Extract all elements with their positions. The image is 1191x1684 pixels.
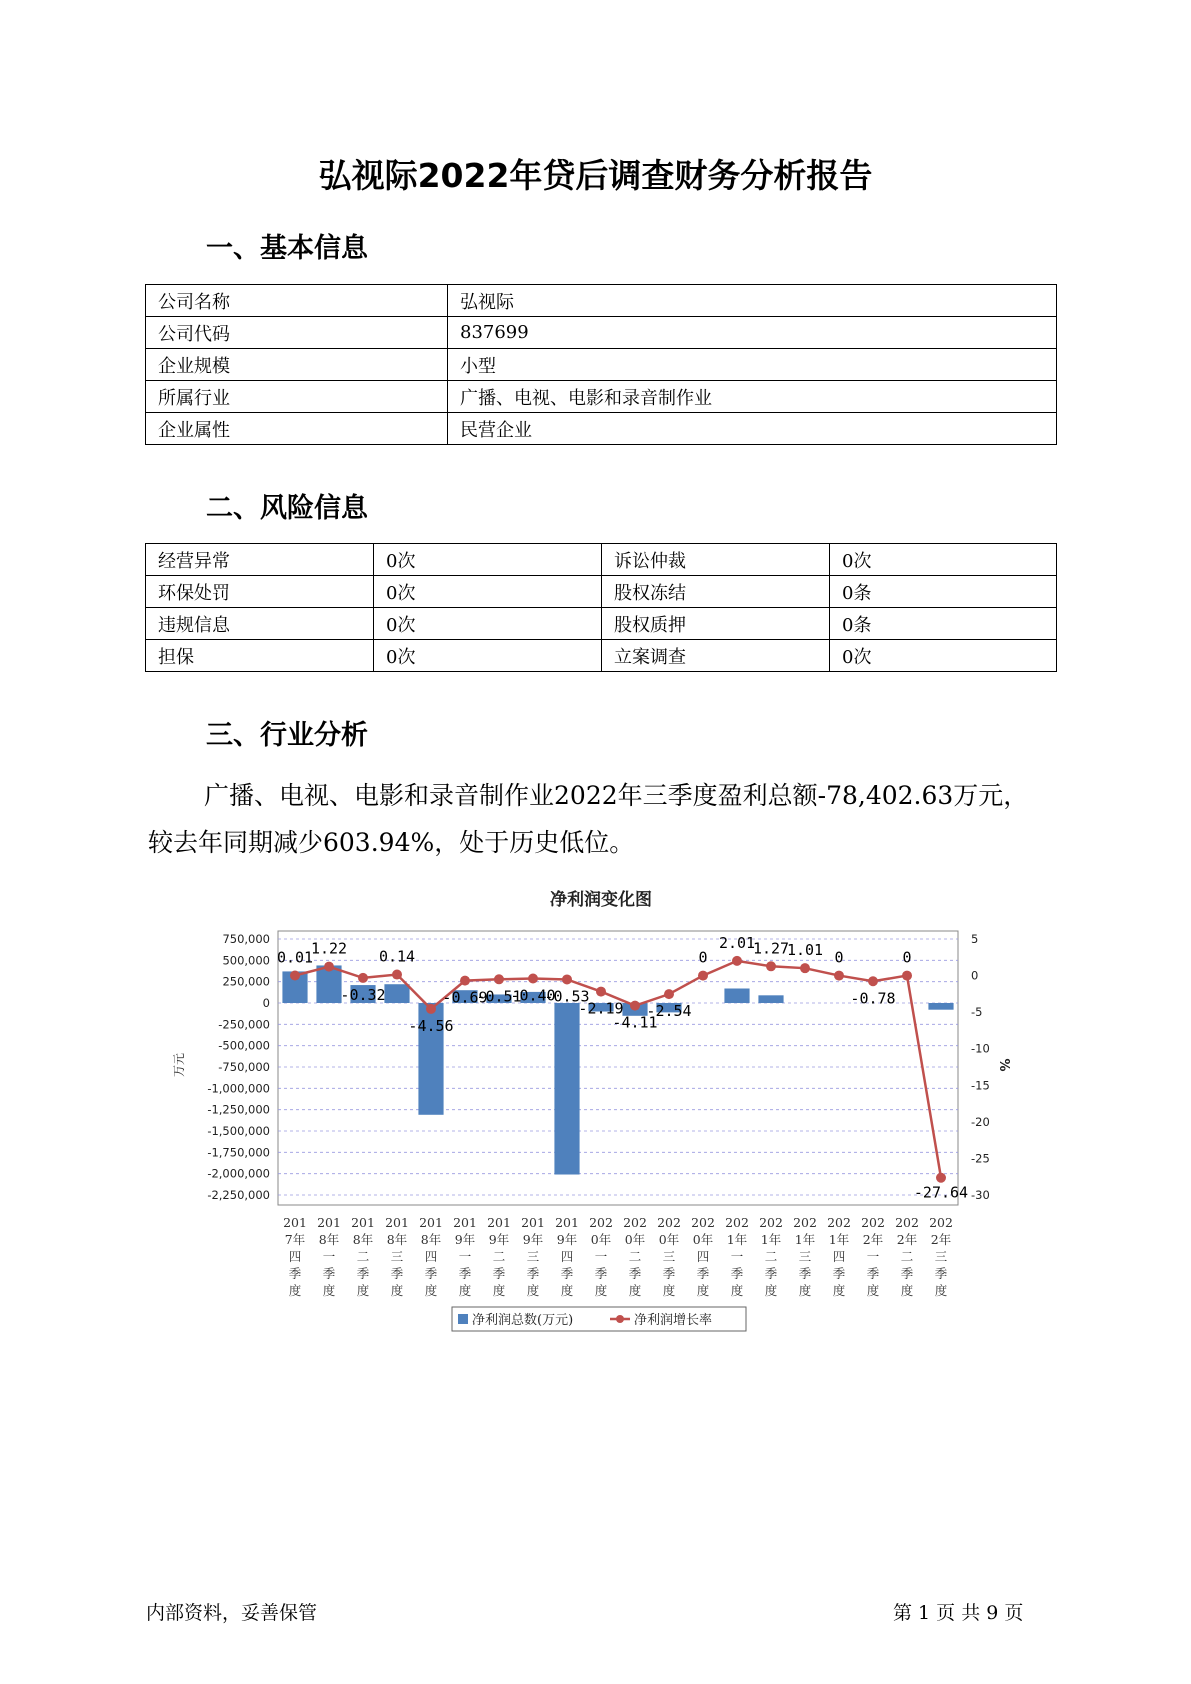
- basic-info-value: 小型: [448, 349, 1057, 381]
- x-category-label: 9年: [454, 1232, 476, 1247]
- risk-label: 担保: [146, 640, 374, 672]
- x-category-label: 7年: [284, 1232, 306, 1247]
- risk-value: 0次: [374, 608, 602, 640]
- bar: [384, 984, 409, 1003]
- x-category-label: 四: [560, 1249, 574, 1264]
- x-category-label: 季: [492, 1266, 506, 1281]
- y-left-tick-label: -1,000,000: [207, 1081, 270, 1096]
- y-left-tick-label: -500,000: [218, 1038, 270, 1053]
- x-category-label: 度: [560, 1283, 574, 1298]
- x-category-label: 201: [419, 1215, 443, 1230]
- x-category-label: 一: [594, 1249, 608, 1264]
- x-category-label: 度: [696, 1283, 710, 1298]
- x-category-label: 9年: [556, 1232, 578, 1247]
- x-category-label: 201: [317, 1215, 341, 1230]
- growth-rate-data-label: 1.27: [752, 939, 790, 958]
- basic-info-value: 837699: [448, 317, 1057, 349]
- y-right-tick-label: -5: [971, 1005, 983, 1020]
- y-right-tick-label: 0: [971, 968, 979, 983]
- x-category-label: 度: [390, 1283, 404, 1298]
- x-category-label: 度: [798, 1283, 812, 1298]
- plot-frame: [278, 931, 958, 1205]
- growth-rate-point: [664, 989, 674, 999]
- x-category-label: 季: [866, 1266, 880, 1281]
- x-category-label: 一: [458, 1249, 472, 1264]
- growth-rate-data-label: -4.11: [612, 1013, 658, 1032]
- table-row: [146, 544, 1057, 576]
- x-category-label: 1年: [726, 1232, 748, 1247]
- x-category-label: 季: [900, 1266, 914, 1281]
- growth-rate-data-label: -0.78: [850, 989, 896, 1008]
- x-category-label: 度: [526, 1283, 540, 1298]
- x-category-label: 202: [929, 1215, 953, 1230]
- x-category-label: 季: [390, 1266, 404, 1281]
- growth-rate-point: [630, 1001, 640, 1011]
- y-right-tick-label: -15: [971, 1078, 990, 1093]
- risk-label: 经营异常: [146, 544, 374, 576]
- x-category-label: 三: [526, 1249, 540, 1264]
- growth-rate-point: [290, 970, 300, 980]
- legend-label-net-profit: 净利润总数(万元): [472, 1313, 574, 1328]
- risk-label: 股权冻结: [602, 576, 830, 608]
- section-heading-basic-info: 一、基本信息: [206, 233, 368, 264]
- x-category-label: 201: [555, 1215, 579, 1230]
- risk-label: 违规信息: [146, 608, 374, 640]
- x-category-label: 202: [589, 1215, 613, 1230]
- x-category-label: 9年: [522, 1232, 544, 1247]
- x-category-label: 度: [832, 1283, 846, 1298]
- growth-rate-data-label: 1.22: [310, 939, 348, 958]
- growth-rate-data-label: -2.19: [578, 999, 624, 1018]
- x-category-label: 季: [696, 1266, 710, 1281]
- risk-value: 0次: [830, 544, 1057, 576]
- table-row: [146, 381, 1057, 413]
- x-category-label: 季: [832, 1266, 846, 1281]
- section-heading-industry-analysis: 三、行业分析: [206, 720, 368, 751]
- growth-rate-point: [902, 971, 912, 981]
- y-left-axis-label: 万元: [172, 1052, 186, 1078]
- x-category-label: 度: [662, 1283, 676, 1298]
- growth-rate-point: [494, 974, 504, 984]
- growth-rate-point: [800, 963, 810, 973]
- x-category-label: 202: [793, 1215, 817, 1230]
- risk-value: 0次: [374, 576, 602, 608]
- x-category-label: 度: [322, 1283, 336, 1298]
- growth-rate-point: [528, 973, 538, 983]
- x-category-label: 度: [900, 1283, 914, 1298]
- table-row: [146, 349, 1057, 381]
- y-right-tick-label: -25: [971, 1151, 990, 1166]
- x-category-label: 202: [623, 1215, 647, 1230]
- growth-rate-data-label: -0.32: [340, 985, 386, 1004]
- x-category-label: 度: [628, 1283, 642, 1298]
- x-category-label: 202: [861, 1215, 885, 1230]
- x-category-label: 0年: [658, 1232, 680, 1247]
- x-category-label: 度: [288, 1283, 302, 1298]
- x-category-label: 2年: [862, 1232, 884, 1247]
- x-category-label: 季: [934, 1266, 948, 1281]
- table-row: [146, 317, 1057, 349]
- x-category-label: 度: [492, 1283, 506, 1298]
- x-category-label: 度: [764, 1283, 778, 1298]
- growth-rate-point: [834, 971, 844, 981]
- growth-rate-data-label: -0.40: [510, 986, 556, 1005]
- growth-rate-point: [358, 973, 368, 983]
- legend-swatch-bar: [458, 1314, 468, 1324]
- x-category-label: 202: [725, 1215, 749, 1230]
- basic-info-label: 公司名称: [146, 285, 448, 317]
- y-left-tick-label: 250,000: [222, 974, 270, 989]
- risk-value: 0条: [830, 608, 1057, 640]
- risk-label: 立案调查: [602, 640, 830, 672]
- x-category-label: 9年: [488, 1232, 510, 1247]
- industry-analysis-paragraph: 广播、电视、电影和录音制作业2022年三季度盈利总额-78,402.63万元，较去年同期减少603.94%，处于历史低位。: [148, 781, 1029, 857]
- legend-label-growth-rate: 净利润增长率: [634, 1313, 713, 1328]
- growth-rate-data-label: -27.64: [913, 1183, 969, 1202]
- y-left-tick-label: -2,000,000: [207, 1166, 270, 1181]
- x-category-label: 二: [764, 1249, 778, 1264]
- table-row: [146, 576, 1057, 608]
- x-category-label: 四: [696, 1249, 710, 1264]
- x-category-label: 季: [356, 1266, 370, 1281]
- basic-info-label: 公司代码: [146, 317, 448, 349]
- x-category-label: 201: [385, 1215, 409, 1230]
- y-left-tick-label: 500,000: [222, 953, 270, 968]
- growth-rate-data-label: 0: [834, 948, 844, 967]
- y-right-tick-label: 5: [971, 932, 979, 946]
- x-category-label: 202: [895, 1215, 919, 1230]
- table-row: [146, 413, 1057, 445]
- x-category-label: 0年: [590, 1232, 612, 1247]
- y-left-tick-label: -1,250,000: [207, 1102, 270, 1117]
- x-category-label: 202: [827, 1215, 851, 1230]
- x-category-label: 0年: [624, 1232, 646, 1247]
- x-category-label: 度: [458, 1283, 472, 1298]
- x-category-label: 度: [866, 1283, 880, 1298]
- basic-info-table: [145, 284, 1057, 445]
- growth-rate-data-label: -0.51: [476, 987, 522, 1006]
- bar: [554, 1003, 579, 1175]
- x-category-label: 季: [288, 1266, 302, 1281]
- x-category-label: 度: [934, 1283, 948, 1298]
- table-row: [146, 640, 1057, 672]
- x-category-label: 季: [458, 1266, 472, 1281]
- growth-rate-data-label: -2.54: [646, 1002, 692, 1021]
- growth-rate-point: [460, 976, 470, 986]
- growth-rate-point: [426, 1004, 436, 1014]
- table-row: [146, 608, 1057, 640]
- table-row: [146, 285, 1057, 317]
- growth-rate-point: [392, 970, 402, 980]
- basic-info-label: 企业属性: [146, 413, 448, 445]
- growth-rate-point: [596, 987, 606, 997]
- section-heading-risk-info: 二、风险信息: [206, 493, 368, 524]
- y-left-tick-label: 750,000: [222, 932, 270, 946]
- bar: [928, 1003, 953, 1010]
- x-category-label: 度: [730, 1283, 744, 1298]
- x-category-label: 季: [560, 1266, 574, 1281]
- x-category-label: 季: [764, 1266, 778, 1281]
- basic-info-value: 广播、电视、电影和录音制作业: [448, 381, 1057, 413]
- x-category-label: 8年: [318, 1232, 340, 1247]
- y-left-tick-label: -1,750,000: [207, 1145, 270, 1160]
- x-category-label: 0年: [692, 1232, 714, 1247]
- risk-info-table: [145, 543, 1057, 672]
- x-category-label: 三: [662, 1249, 676, 1264]
- y-right-tick-label: -30: [971, 1188, 990, 1202]
- risk-value: 0条: [830, 576, 1057, 608]
- risk-label: 诉讼仲裁: [602, 544, 830, 576]
- bar: [758, 995, 783, 1003]
- x-category-label: 季: [526, 1266, 540, 1281]
- x-category-label: 四: [424, 1249, 438, 1264]
- x-category-label: 四: [288, 1249, 302, 1264]
- risk-value: 0次: [374, 544, 602, 576]
- growth-rate-point: [766, 961, 776, 971]
- basic-info-value: 弘视际: [448, 285, 1057, 317]
- x-category-label: 度: [594, 1283, 608, 1298]
- x-category-label: 季: [662, 1266, 676, 1281]
- growth-rate-data-label: -0.53: [544, 987, 590, 1006]
- x-category-label: 201: [521, 1215, 545, 1230]
- report-title: 弘视际2022年贷后调查财务分析报告: [318, 156, 873, 195]
- x-category-label: 8年: [386, 1232, 408, 1247]
- x-category-label: 202: [657, 1215, 681, 1230]
- y-right-tick-label: -10: [971, 1041, 990, 1056]
- growth-rate-point: [324, 962, 334, 972]
- growth-rate-data-label: 0: [698, 948, 708, 967]
- x-category-label: 季: [628, 1266, 642, 1281]
- x-category-label: 一: [730, 1249, 744, 1264]
- page-number: 第 1 页 共 9 页: [893, 1602, 1024, 1624]
- x-category-label: 8年: [352, 1232, 374, 1247]
- growth-rate-data-label: 0.14: [378, 947, 416, 966]
- x-category-label: 三: [934, 1249, 948, 1264]
- footer-confidential-note: 内部资料，妥善保管: [146, 1602, 318, 1624]
- growth-rate-data-label: -4.56: [408, 1016, 454, 1035]
- y-left-tick-label: -750,000: [218, 1060, 270, 1074]
- chart-title: 净利润变化图: [550, 890, 652, 910]
- x-category-label: 201: [283, 1215, 307, 1230]
- growth-rate-point: [562, 974, 572, 984]
- growth-rate-point: [936, 1173, 946, 1183]
- x-category-label: 二: [356, 1249, 370, 1264]
- x-category-label: 8年: [420, 1232, 442, 1247]
- growth-rate-point: [732, 956, 742, 966]
- risk-label: 股权质押: [602, 608, 830, 640]
- x-category-label: 季: [594, 1266, 608, 1281]
- legend-swatch-point: [616, 1315, 624, 1323]
- x-category-label: 2年: [896, 1232, 918, 1247]
- x-category-label: 四: [832, 1249, 846, 1264]
- x-category-label: 202: [759, 1215, 783, 1230]
- x-category-label: 1年: [828, 1232, 850, 1247]
- y-left-tick-label: 0: [262, 996, 270, 1010]
- growth-rate-data-label: 0: [902, 948, 912, 967]
- bar: [724, 988, 749, 1003]
- risk-value: 0次: [830, 640, 1057, 672]
- x-category-label: 三: [798, 1249, 812, 1264]
- x-category-label: 季: [322, 1266, 336, 1281]
- x-category-label: 一: [322, 1249, 336, 1264]
- x-category-label: 度: [424, 1283, 438, 1298]
- y-left-tick-label: -2,250,000: [207, 1188, 270, 1202]
- x-category-label: 季: [798, 1266, 812, 1281]
- x-category-label: 201: [487, 1215, 511, 1230]
- growth-rate-point: [698, 971, 708, 981]
- basic-info-label: 所属行业: [146, 381, 448, 413]
- x-category-label: 202: [691, 1215, 715, 1230]
- x-category-label: 一: [866, 1249, 880, 1264]
- x-category-label: 季: [730, 1266, 744, 1281]
- x-category-label: 2年: [930, 1232, 952, 1247]
- x-category-label: 二: [900, 1249, 914, 1264]
- x-category-label: 201: [453, 1215, 477, 1230]
- x-category-label: 二: [628, 1249, 642, 1264]
- basic-info-value: 民营企业: [448, 413, 1057, 445]
- risk-label: 环保处罚: [146, 576, 374, 608]
- y-left-tick-label: -1,500,000: [207, 1124, 270, 1138]
- growth-rate-data-label: 0.01: [276, 948, 314, 967]
- x-category-label: 度: [356, 1283, 370, 1298]
- x-category-label: 201: [351, 1215, 375, 1230]
- x-category-label: 1年: [760, 1232, 782, 1247]
- x-category-label: 1年: [794, 1232, 816, 1247]
- basic-info-label: 企业规模: [146, 349, 448, 381]
- growth-rate-data-label: -0.69: [442, 988, 488, 1007]
- y-left-tick-label: -250,000: [218, 1017, 270, 1032]
- x-category-label: 季: [424, 1266, 438, 1281]
- x-category-label: 二: [492, 1249, 506, 1264]
- growth-rate-data-label: 1.01: [786, 941, 824, 960]
- growth-rate-data-label: 2.01: [718, 933, 756, 952]
- risk-value: 0次: [374, 640, 602, 672]
- growth-rate-point: [868, 976, 878, 986]
- y-right-axis-label: %: [996, 1058, 1011, 1072]
- x-category-label: 三: [390, 1249, 404, 1264]
- net-profit-chart: [172, 885, 1011, 1345]
- y-right-tick-label: -20: [971, 1114, 990, 1129]
